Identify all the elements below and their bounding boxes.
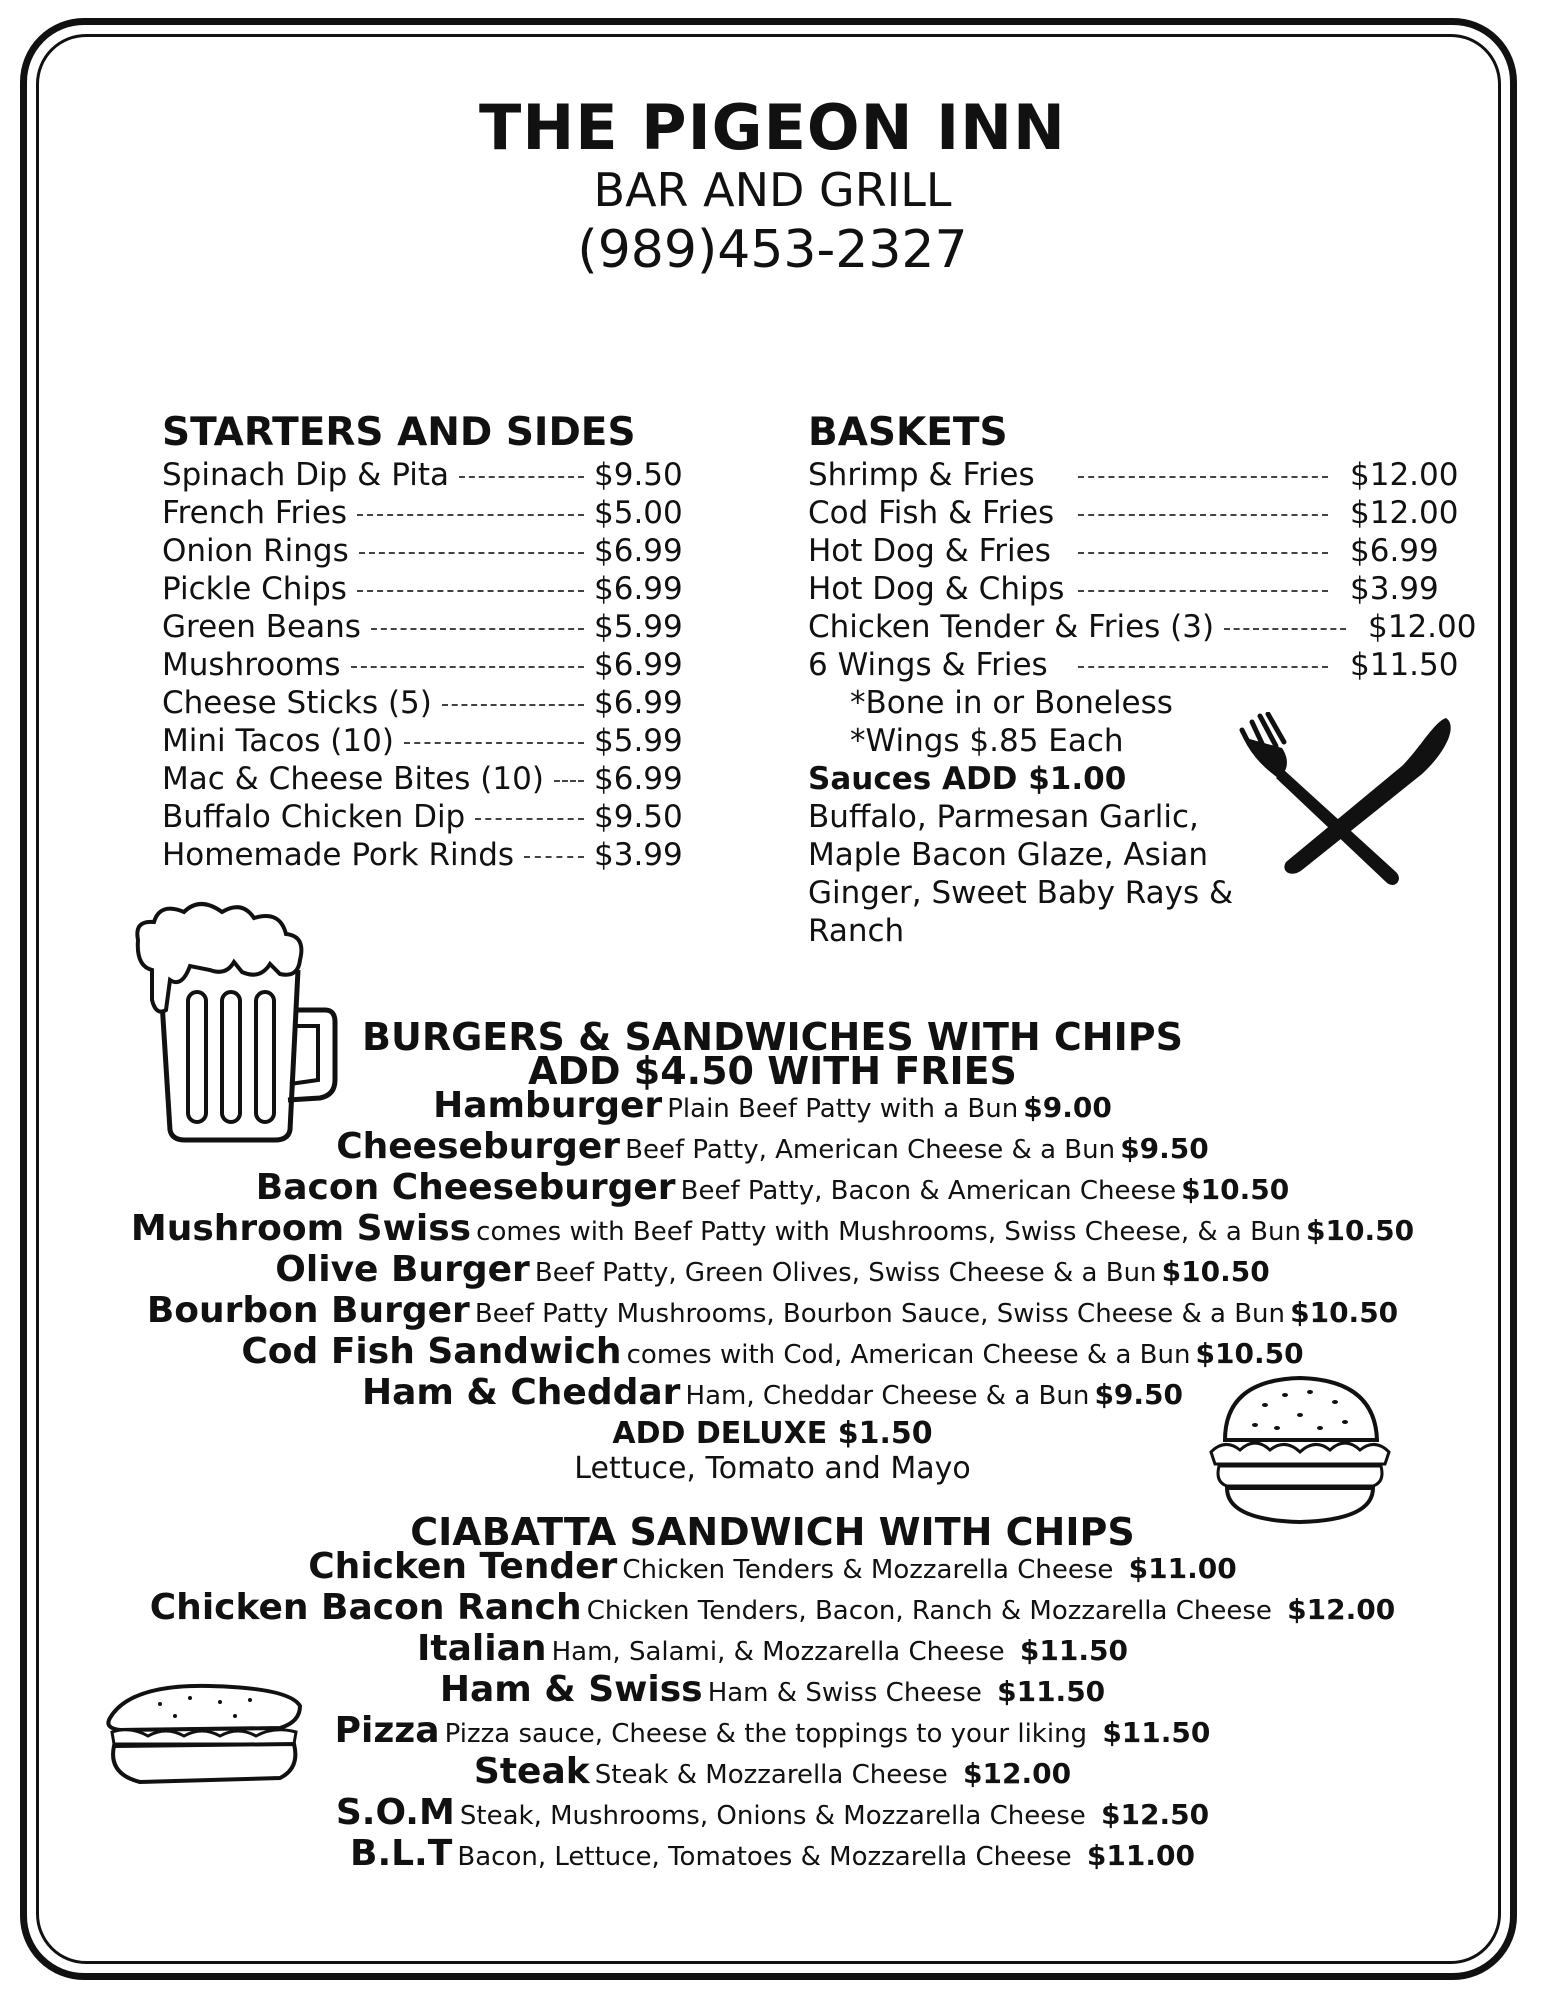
menu-item [808, 456, 1468, 494]
item-description: Beef Patty, Bacon & American Cheese [680, 1176, 1177, 1206]
item-price: $10.50 [1195, 1337, 1304, 1370]
menu-item [808, 532, 1468, 570]
menu-item [0, 1249, 1545, 1293]
menu-item [808, 494, 1468, 532]
ciabatta-title: CIABATTA SANDWICH WITH CHIPS [410, 1510, 1135, 1554]
item-name: Chicken Tender [308, 1546, 618, 1587]
menu-item [162, 608, 682, 646]
item-price: $10.50 [1290, 1296, 1399, 1329]
item-price: $3.99 [1350, 571, 1439, 607]
menu-item [808, 646, 1468, 684]
leader-dots [524, 856, 584, 858]
restaurant-phone: (989)453-2327 [577, 220, 968, 281]
item-price: $10.50 [1161, 1255, 1270, 1288]
item-name: Mushroom Swiss [130, 1208, 472, 1249]
item-name: B.L.T [350, 1833, 453, 1874]
item-price: $6.99 [1350, 533, 1439, 569]
leader-dots [357, 590, 584, 592]
menu-header [0, 92, 1545, 283]
restaurant-name: THE PIGEON INN [479, 91, 1066, 164]
item-name: Buffalo Chicken Dip [162, 799, 466, 835]
item-price: $3.99 [594, 837, 683, 873]
menu-item [162, 798, 682, 836]
burger-icon [1205, 1370, 1395, 1530]
starters-title: STARTERS AND SIDES [162, 410, 636, 455]
menu-item [0, 1628, 1545, 1672]
deluxe-addon-description: Lettuce, Tomato and Mayo [574, 1451, 971, 1486]
item-name: Shrimp & Fries [808, 457, 1035, 493]
item-name: Homemade Pork Rinds [162, 837, 515, 873]
burgers-fries-note: ADD $4.50 WITH FRIES [528, 1049, 1017, 1093]
item-price: $6.99 [594, 685, 683, 721]
menu-item [0, 1126, 1545, 1170]
item-description: Plain Beef Patty with a Bun [667, 1094, 1019, 1124]
item-name: Steak [473, 1751, 590, 1792]
item-name: Pickle Chips [162, 571, 347, 607]
leader-dots [442, 704, 584, 706]
item-description: Ham, Salami, & Mozzarella Cheese [551, 1637, 1005, 1667]
item-name: Spinach Dip & Pita [162, 457, 449, 493]
leader-dots [1078, 552, 1328, 554]
menu-item [162, 532, 682, 570]
leader-dots [475, 818, 584, 820]
baskets-title: BASKETS [808, 410, 1008, 455]
item-price: $9.50 [594, 799, 683, 835]
item-price: $9.50 [594, 457, 683, 493]
item-name: Chicken Bacon Ranch [149, 1587, 582, 1628]
item-price: $5.00 [594, 495, 683, 531]
item-name: Hot Dog & Fries [808, 533, 1051, 569]
menu-item [162, 456, 682, 494]
item-description: Beef Patty, American Cheese & a Bun [625, 1135, 1116, 1165]
menu-item [0, 1290, 1545, 1334]
leader-dots [357, 514, 584, 516]
item-name: Hot Dog & Chips [808, 571, 1065, 607]
restaurant-subtitle: BAR AND GRILL [593, 163, 952, 218]
item-description: Beef Patty Mushrooms, Bourbon Sauce, Swiss Cheese & a Bun [474, 1299, 1286, 1329]
menu-item [162, 494, 682, 532]
item-price: $12.00 [1287, 1593, 1396, 1626]
item-name: Ham & Cheddar [361, 1372, 681, 1413]
item-name: Green Beans [162, 609, 361, 645]
item-price: $9.00 [1023, 1091, 1112, 1124]
item-name: Ham & Swiss [439, 1669, 703, 1710]
menu-item [162, 646, 682, 684]
item-name: 6 Wings & Fries [808, 647, 1048, 683]
item-price: $6.99 [594, 571, 683, 607]
item-price: $12.00 [963, 1757, 1072, 1790]
item-price: $11.50 [997, 1675, 1106, 1708]
menu-item [162, 684, 682, 722]
item-price: $12.50 [1101, 1798, 1210, 1831]
item-price: $12.00 [1368, 609, 1477, 645]
menu-item [0, 1833, 1545, 1877]
item-name: Mac & Cheese Bites (10) [162, 761, 544, 797]
menu-item [0, 1167, 1545, 1211]
menu-item [0, 1331, 1545, 1375]
item-price: $9.50 [1094, 1378, 1184, 1411]
item-price: $12.00 [1350, 495, 1459, 531]
leader-dots [1078, 514, 1328, 516]
item-name: Cheeseburger [336, 1126, 621, 1167]
item-name: Chicken Tender & Fries (3) [808, 609, 1215, 645]
item-price: $11.50 [1102, 1716, 1211, 1749]
item-name: Cod Fish Sandwich [241, 1331, 622, 1372]
menu-item [0, 1546, 1545, 1590]
menu-item [808, 570, 1468, 608]
item-description: Pizza sauce, Cheese & the toppings to your liking [444, 1719, 1088, 1749]
item-price: $10.50 [1181, 1173, 1290, 1206]
menu-item [0, 1085, 1545, 1129]
item-name: Pizza [334, 1710, 440, 1751]
item-description: Chicken Tenders & Mozzarella Cheese [622, 1555, 1114, 1585]
item-name: S.O.M [335, 1792, 455, 1833]
menu-item [162, 836, 682, 874]
menu-item [808, 608, 1477, 646]
sauces-list: Buffalo, Parmesan Garlic, Maple Bacon Glaze, Asian Ginger, Sweet Baby Rays & Ranch [808, 799, 1234, 949]
menu-item [0, 1792, 1545, 1836]
leader-dots [1078, 476, 1328, 478]
menu-item [162, 570, 682, 608]
starters-section [162, 410, 682, 874]
item-price: $11.00 [1128, 1552, 1237, 1585]
item-name: Bourbon Burger [146, 1290, 470, 1331]
burgers-title: BURGERS & SANDWICHES WITH CHIPS [362, 1015, 1183, 1059]
item-description: Ham & Swiss Cheese [707, 1678, 982, 1708]
item-name: Italian [417, 1628, 547, 1669]
item-description: Beef Patty, Green Olives, Swiss Cheese & a Bun [534, 1258, 1157, 1288]
item-name: Mini Tacos (10) [162, 723, 394, 759]
item-name: French Fries [162, 495, 348, 531]
leader-dots [371, 628, 584, 630]
item-price: $6.99 [594, 647, 683, 683]
menu-item [162, 760, 682, 798]
item-price: $11.00 [1086, 1839, 1195, 1872]
item-description: comes with Beef Patty with Mushrooms, Swiss Cheese, & a Bun [476, 1217, 1301, 1247]
item-name: Onion Rings [162, 533, 349, 569]
leader-dots [351, 666, 584, 668]
item-price: $5.99 [594, 723, 683, 759]
item-name: Mushrooms [162, 647, 341, 683]
item-name: Cheese Sticks (5) [162, 685, 432, 721]
menu-item [0, 1208, 1545, 1252]
leader-dots [359, 552, 584, 554]
item-description: Bacon, Lettuce, Tomatoes & Mozzarella Cheese [457, 1842, 1072, 1872]
menu-item [162, 722, 682, 760]
item-price: $11.50 [1019, 1634, 1128, 1667]
item-name: Cod Fish & Fries [808, 495, 1055, 531]
leader-dots [1078, 590, 1328, 592]
item-name: Hamburger [433, 1085, 663, 1126]
item-description: comes with Cod, American Cheese & a Bun [626, 1340, 1191, 1370]
leader-dots [459, 476, 584, 478]
item-price: $6.99 [594, 761, 683, 797]
leader-dots [554, 780, 584, 782]
sauces-title: Sauces ADD $1.00 [808, 761, 1127, 797]
item-description: Chicken Tenders, Bacon, Ranch & Mozzarella Cheese [586, 1596, 1272, 1626]
item-price: $6.99 [594, 533, 683, 569]
leader-dots [1078, 666, 1328, 668]
deluxe-addon-title: ADD DELUXE $1.50 [612, 1416, 933, 1451]
item-price: $11.50 [1350, 647, 1459, 683]
item-price: $5.99 [594, 609, 683, 645]
sandwich-icon [100, 1678, 310, 1788]
leader-dots [1224, 628, 1346, 630]
menu-item [0, 1587, 1545, 1631]
item-price: $10.50 [1306, 1214, 1415, 1247]
wings-note: *Bone in or Boneless [850, 685, 1173, 721]
leader-dots [404, 742, 584, 744]
item-description: Steak & Mozzarella Cheese [594, 1760, 948, 1790]
item-description: Steak, Mushrooms, Onions & Mozzarella Cheese [459, 1801, 1086, 1831]
item-name: Bacon Cheeseburger [255, 1167, 676, 1208]
item-price: $9.50 [1120, 1132, 1209, 1165]
wings-note: *Wings $.85 Each [850, 723, 1124, 759]
item-price: $12.00 [1350, 457, 1459, 493]
item-name: Olive Burger [275, 1249, 530, 1290]
item-description: Ham, Cheddar Cheese & a Bun [685, 1381, 1090, 1411]
fork-knife-icon [1232, 712, 1462, 892]
